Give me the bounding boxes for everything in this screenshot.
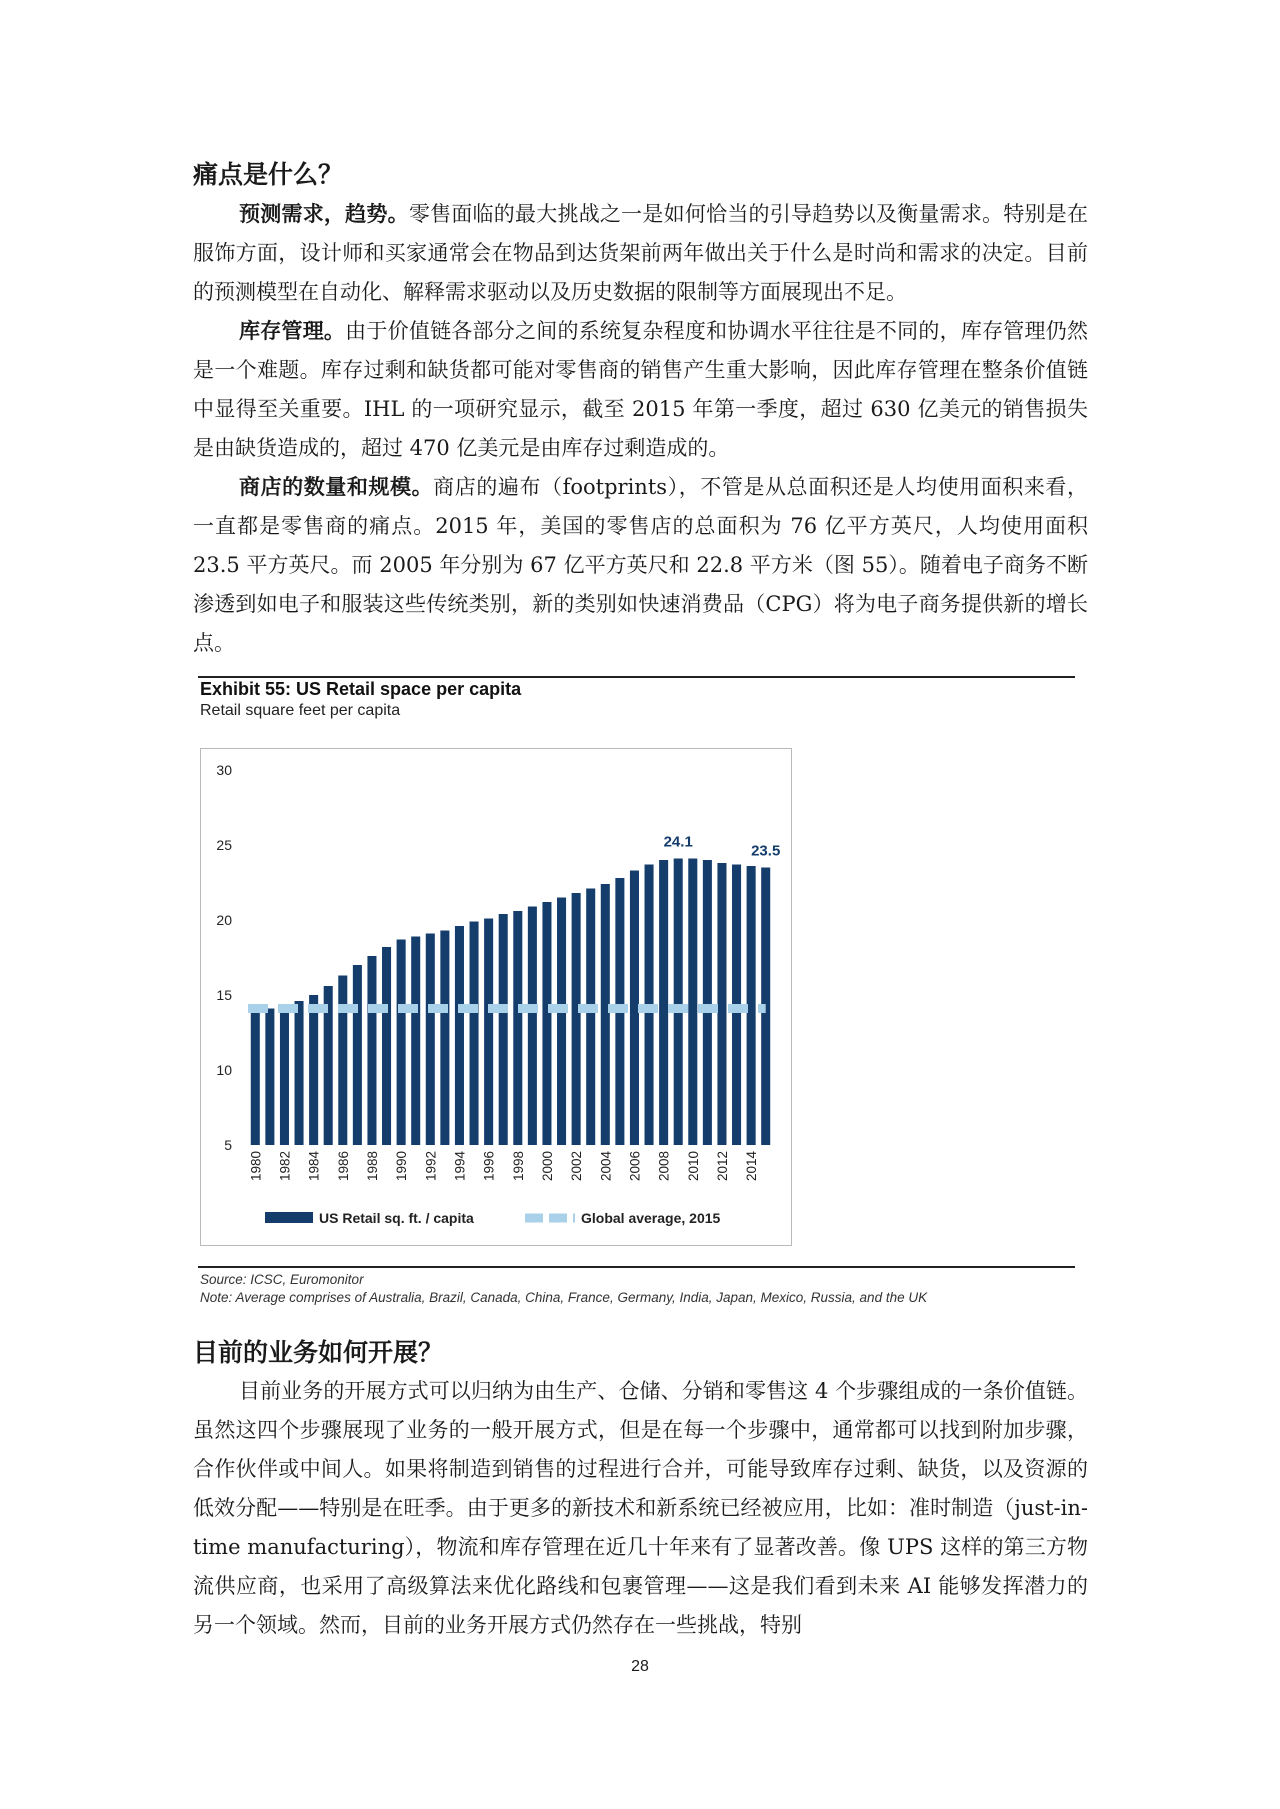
- bar: [411, 937, 420, 1146]
- x-tick-label: 2014: [744, 1151, 760, 1182]
- y-tick-label: 30: [216, 762, 232, 778]
- bar: [484, 919, 493, 1146]
- bar: [265, 1009, 274, 1146]
- bar: [659, 860, 668, 1145]
- bar: [382, 947, 391, 1145]
- bar: [338, 976, 347, 1146]
- y-axis: [216, 762, 232, 1153]
- page-number: 28: [631, 1658, 649, 1675]
- x-tick-label: 1980: [248, 1151, 264, 1182]
- bar: [630, 871, 639, 1146]
- bar: [251, 1013, 260, 1145]
- x-tick-label: 2002: [569, 1151, 585, 1182]
- x-tick-label: 1990: [394, 1151, 410, 1182]
- bar: [557, 898, 566, 1146]
- paragraph-inventory: [193, 312, 1088, 468]
- chart-frame: [200, 748, 792, 1246]
- bar: [542, 902, 551, 1145]
- bar: [426, 934, 435, 1146]
- bar: [499, 914, 508, 1145]
- paragraph-demand-forecast: [193, 195, 1088, 312]
- section-heading-pain-points: 痛点是什么？: [193, 160, 344, 189]
- x-tick-label: 1988: [364, 1151, 380, 1182]
- paragraph-value-chain: 目前业务的开展方式可以归纳为由生产、仓储、分销和零售这 4 个步骤组成的一条价值链。虽然这四个步骤展现了业务的一般开展方式，但是在每一个步骤中，通常都可以找到附加步骤，合作伙伴或中间人。如果将制造到销售的过程进行合并，可能导致库存过剩、缺货，以及资源的低效分配——特别是在旺季。由于更多的新技术和新系统已经被应用，比如：准时制造（just-in-time manufacturing），物流和库存管理在近几十年来有了显著改善。像 UPS 这样的第三方物流供应商，也采用了高级算法来优化路线和包裹管理——这是我们看到未来 AI 能够发挥潜力的另一个领域。然而，目前的业务开展方式仍然存在一些挑战，特别: [193, 1379, 1088, 1637]
- bar: [470, 922, 479, 1146]
- bar-series: [251, 859, 770, 1146]
- paragraph-body: 商店的遍布（footprints），不管是从总面积还是人均使用面积来看，一直都是零售商的痛点。2015 年，美国的零售店的总面积为 76 亿平方英尺，人均使用面积 23.5 平方英尺。而 2005 年分别为 67 亿平方英尺和 22.8 平方米（图 55）。随着电子商务不断渗透到如电子和服装这些传统类别，新的类别如快速消费品（CPG）将为电子商务提供新的增长点。: [193, 475, 1089, 655]
- exhibit-source: Source: ICSC, Euromonitor: [200, 1272, 364, 1287]
- bar: [586, 889, 595, 1146]
- exhibit-title: Exhibit 55: US Retail space per capita: [200, 679, 522, 699]
- bar: [280, 1006, 289, 1146]
- bar-chart: [201, 749, 791, 1245]
- x-tick-label: 1984: [306, 1151, 322, 1182]
- bar: [601, 884, 610, 1145]
- annotations: [664, 834, 781, 860]
- bar: [295, 1001, 304, 1145]
- exhibit-55: [198, 676, 1075, 1316]
- x-tick-label: 1996: [481, 1151, 497, 1182]
- bar: [353, 965, 362, 1145]
- x-tick-label: 2008: [656, 1151, 672, 1182]
- paragraph-body: 零售面临的最大挑战之一是如何恰当的引导趋势以及衡量需求。特别是在服饰方面，设计师和买家通常会在物品到达货架前两年做出关于什么是时尚和需求的决定。目前的预测模型在自动化、解释需求驱动以及历史数据的限制等方面展现出不足。: [193, 202, 1089, 304]
- bar: [440, 931, 449, 1146]
- exhibit-bottom-rule: [198, 1266, 1075, 1268]
- x-tick-label: 1982: [277, 1151, 293, 1182]
- bar: [367, 956, 376, 1145]
- data-label: 24.1: [663, 833, 693, 851]
- y-tick-label: 5: [224, 1137, 232, 1153]
- bar: [397, 940, 406, 1146]
- x-tick-label: 1998: [510, 1151, 526, 1182]
- legend-label: US Retail sq. ft. / capita: [319, 1210, 474, 1226]
- paragraph-body: 由于价值链各部分之间的系统复杂程度和协调水平往往是不同的，库存管理仍然是一个难题。库存过剩和缺货都可能对零售商的销售产生重大影响，因此库存管理在整条价值链中显得至关重要。IHL 的一项研究显示，截至 2015 年第一季度，超过 630 亿美元的销售损失是由缺货造成的，超过 470 亿美元是由库存过剩造成的。: [193, 319, 1088, 460]
- x-tick-label: 1986: [335, 1151, 351, 1182]
- exhibit-subtitle: Retail square feet per capita: [200, 702, 401, 719]
- paragraph-lead: 商店的数量和规模。: [239, 475, 434, 499]
- x-tick-label: 2004: [598, 1151, 614, 1182]
- bar: [309, 995, 318, 1145]
- bar: [703, 860, 712, 1145]
- bar: [455, 926, 464, 1145]
- bar: [688, 859, 697, 1146]
- chart-legend: [265, 1210, 721, 1226]
- paragraph-lead: 库存管理。: [239, 319, 346, 343]
- data-label: 23.5: [751, 842, 781, 860]
- x-tick-label: 2012: [714, 1151, 730, 1182]
- y-tick-label: 15: [216, 987, 232, 1003]
- bar: [513, 911, 522, 1145]
- paragraph-lead: 预测需求，趋势。: [239, 202, 409, 226]
- paragraph-store-footprint: [193, 468, 1088, 663]
- x-tick-label: 2010: [685, 1151, 701, 1182]
- bar: [572, 893, 581, 1145]
- x-tick-label: 1992: [423, 1151, 439, 1182]
- x-axis: [248, 1151, 759, 1182]
- x-tick-label: 1994: [452, 1151, 468, 1182]
- exhibit-top-rule: [198, 676, 1075, 678]
- legend-swatch-us-retail: [265, 1212, 313, 1223]
- legend-label: Global average, 2015: [581, 1210, 721, 1226]
- bar: [528, 907, 537, 1146]
- bar: [717, 863, 726, 1145]
- x-tick-label: 2000: [539, 1151, 555, 1182]
- y-tick-label: 10: [216, 1062, 232, 1078]
- bar: [674, 859, 683, 1146]
- section-heading-current-business: 目前的业务如何开展？: [193, 1338, 444, 1367]
- y-tick-label: 25: [216, 837, 232, 853]
- x-tick-label: 2006: [627, 1151, 643, 1182]
- y-tick-label: 20: [216, 912, 232, 928]
- exhibit-note: Note: Average comprises of Australia, Brazil, Canada, China, France, Germany, India, Japan, Mexico, Russia, and the UK: [200, 1290, 928, 1305]
